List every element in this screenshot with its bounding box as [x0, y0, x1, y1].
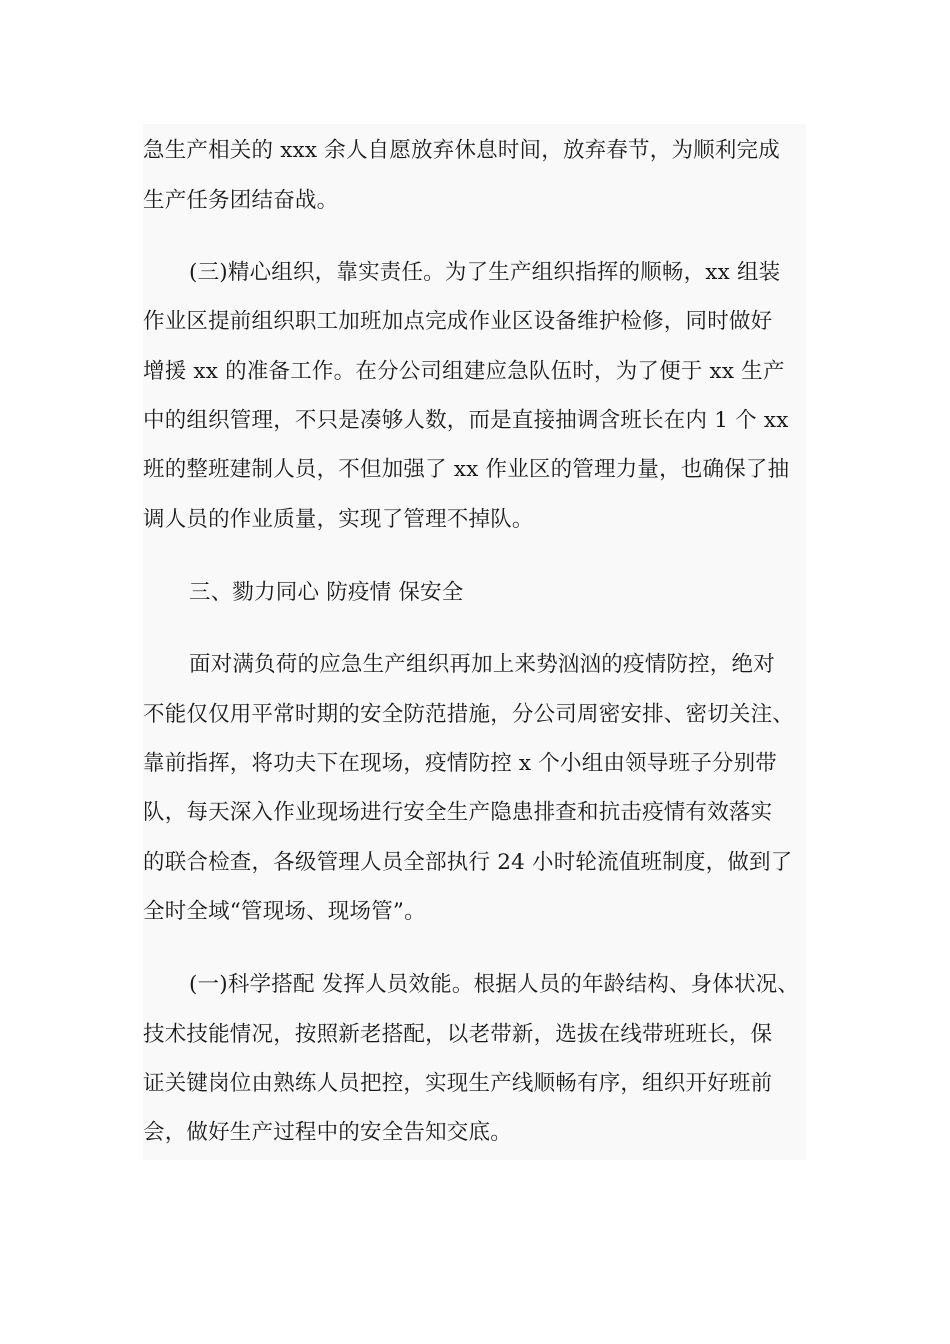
- text-line: 会，做好生产过程中的安全告知交底。: [143, 1120, 512, 1145]
- text-line: 急生产相关的 xxx 余人自愿放弃休息时间，放弃春节，为顺利完成: [143, 138, 780, 163]
- text-line: 班的整班建制人员，不但加强了 xx 作业区的管理力量，也确保了抽: [143, 457, 790, 482]
- text-line: 技术技能情况，按照新老搭配，以老带新，选拔在线带班班长，保: [143, 1022, 773, 1047]
- paragraph-heading: (三)精心组织，靠实责任。为了生产组织指挥的顺畅，xx 组装: [189, 260, 781, 285]
- text-line: 靠前指挥，将功夫下在现场，疫情防控 x 个小组由领导班子分别带: [143, 751, 777, 776]
- text-line: 调人员的作业质量，实现了管理不掉队。: [143, 507, 534, 532]
- text-line: 不能仅仅用平常时期的安全防范措施，分公司周密安排、密切关注、: [143, 702, 795, 727]
- text-line: 生产任务团结奋战。: [143, 188, 339, 213]
- text-line: 作业区提前组织职工加班加点完成作业区设备维护检修，同时做好: [143, 309, 773, 334]
- text-block: [143, 124, 806, 1160]
- text-line: 队，每天深入作业现场进行安全生产隐患排查和抗击疫情有效落实: [143, 800, 773, 825]
- text-line: 证关键岗位由熟练人员把控，实现生产线顺畅有序，组织开好班前: [143, 1071, 773, 1096]
- text-line: 面对满负荷的应急生产组织再加上来势汹汹的疫情防控，绝对: [189, 652, 775, 677]
- text-line: 增援 xx 的准备工作。在分公司组建应急队伍时，为了便于 xx 生产: [143, 359, 785, 384]
- text-line: 的联合检查，各级管理人员全部执行 24 小时轮流值班制度，做到了: [143, 850, 793, 875]
- section-heading: 三、勠力同心 防疫情 保安全: [189, 580, 464, 605]
- text-line: 中的组织管理，不只是凑够人数，而是直接抽调含班长在内 1 个 xx: [143, 408, 789, 433]
- text-line: 全时全域“管现场、现场管”。: [143, 899, 426, 924]
- paragraph-heading: (一)科学搭配 发挥人员效能。根据人员的年龄结构、身体状况、: [189, 972, 800, 997]
